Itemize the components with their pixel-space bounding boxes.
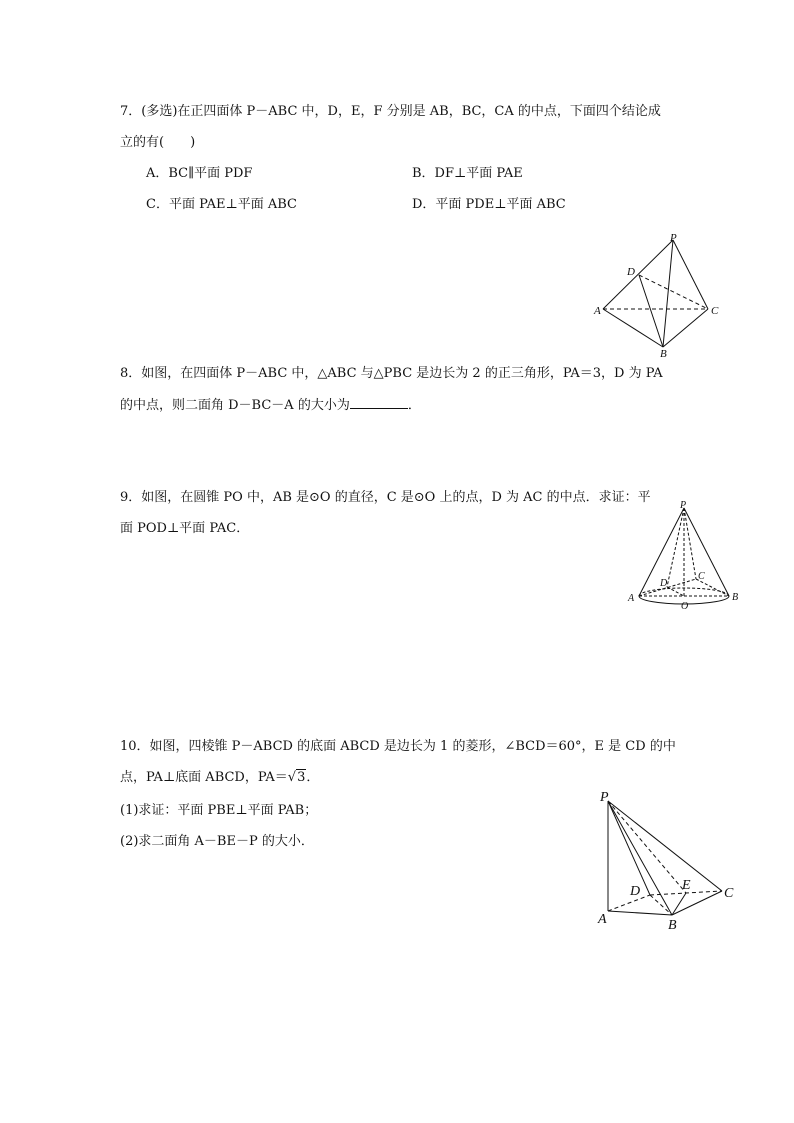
edge-ab <box>603 309 663 347</box>
sqrt-radicand: 3 <box>297 770 306 785</box>
q8-line2-text: 的中点，则二面角 D－BC－A 的大小为 <box>120 398 350 413</box>
label-o: O <box>681 601 689 612</box>
q7-line1: 7．(多选)在正四面体 P－ABC 中，D，E，F 分别是 AB，BC，CA 的中点，下面四个结论成 <box>120 104 661 119</box>
q8-line2 <box>120 396 421 415</box>
diagonal-db-hidden <box>650 895 672 915</box>
edge-ap <box>603 240 673 309</box>
segment-do <box>667 587 684 596</box>
label-d: D <box>627 266 635 278</box>
q8-line1: 8．如图，在四面体 P－ABC 中，△ABC 与△PBC 是边长为 2 的正三角形，PA＝3，D 为 PA <box>120 366 663 381</box>
segment-pe-hidden <box>608 801 686 893</box>
edge-bc <box>663 309 708 347</box>
label-b: B <box>732 592 739 603</box>
q10-part1: (1)求证：平面 PBE⊥平面 PAB； <box>120 803 318 818</box>
q7-option-c: C．平面 PAE⊥平面 ABC <box>146 197 297 212</box>
edge-ad-hidden <box>608 895 650 911</box>
q9-line1: 9．如图，在圆锥 PO 中，AB 是⊙O 的直径，C 是⊙O 上的点，D 为 AC 的中点．求证：平 <box>120 490 651 505</box>
edge-pb <box>663 240 673 347</box>
generatrix-pb <box>684 508 729 596</box>
label-d: D <box>660 578 668 589</box>
edge-pd <box>608 801 650 895</box>
edge-pc <box>608 801 722 891</box>
label-d: D <box>630 884 641 899</box>
segment-db <box>639 275 663 347</box>
q7-option-a: A．BC∥平面 PDF <box>146 166 253 181</box>
label-p: P <box>600 790 609 805</box>
label-p: P <box>670 232 677 244</box>
label-c: C <box>698 571 705 582</box>
edge-ab <box>608 911 672 915</box>
label-c: C <box>724 886 734 901</box>
q7-tetrahedron-figure <box>590 228 730 363</box>
label-e: E <box>682 878 691 893</box>
q10-part2: (2)求二面角 A－BE－P 的大小． <box>120 834 314 849</box>
q9-line2: 面 POD⊥平面 PAC． <box>120 521 250 536</box>
label-b: B <box>668 918 677 933</box>
label-c: C <box>711 305 719 317</box>
q7-option-d: D．平面 PDE⊥平面 ABC <box>412 197 566 212</box>
q8-line2-end: ． <box>407 398 421 413</box>
answer-blank <box>350 396 408 409</box>
q7-option-b: B．DF⊥平面 PAE <box>412 166 523 181</box>
label-p: P <box>680 500 687 511</box>
q7-line2: 立的有( ) <box>120 135 196 150</box>
label-a: A <box>628 593 635 604</box>
label-b: B <box>660 348 667 360</box>
sqrt-sign: √ <box>287 770 297 785</box>
q10-line1: 10．如图，四棱锥 P－ABCD 的底面 ABCD 是边长为 1 的菱形，∠BCD＝60°，E 是 CD 的中 <box>120 739 676 754</box>
sqrt-expression <box>288 769 307 787</box>
q10-line2-end: ． <box>306 770 320 785</box>
label-a: A <box>594 305 601 317</box>
label-a: A <box>598 912 607 927</box>
q10-line2 <box>120 769 319 787</box>
q9-cone-figure <box>624 500 746 615</box>
q10-line2-text: 点，PA⊥底面 ABCD，PA＝ <box>120 770 288 785</box>
segment-pd <box>667 508 684 587</box>
edge-pc <box>673 240 708 309</box>
q10-pyramid-figure <box>592 785 742 933</box>
segment-dc-hidden <box>639 275 708 309</box>
